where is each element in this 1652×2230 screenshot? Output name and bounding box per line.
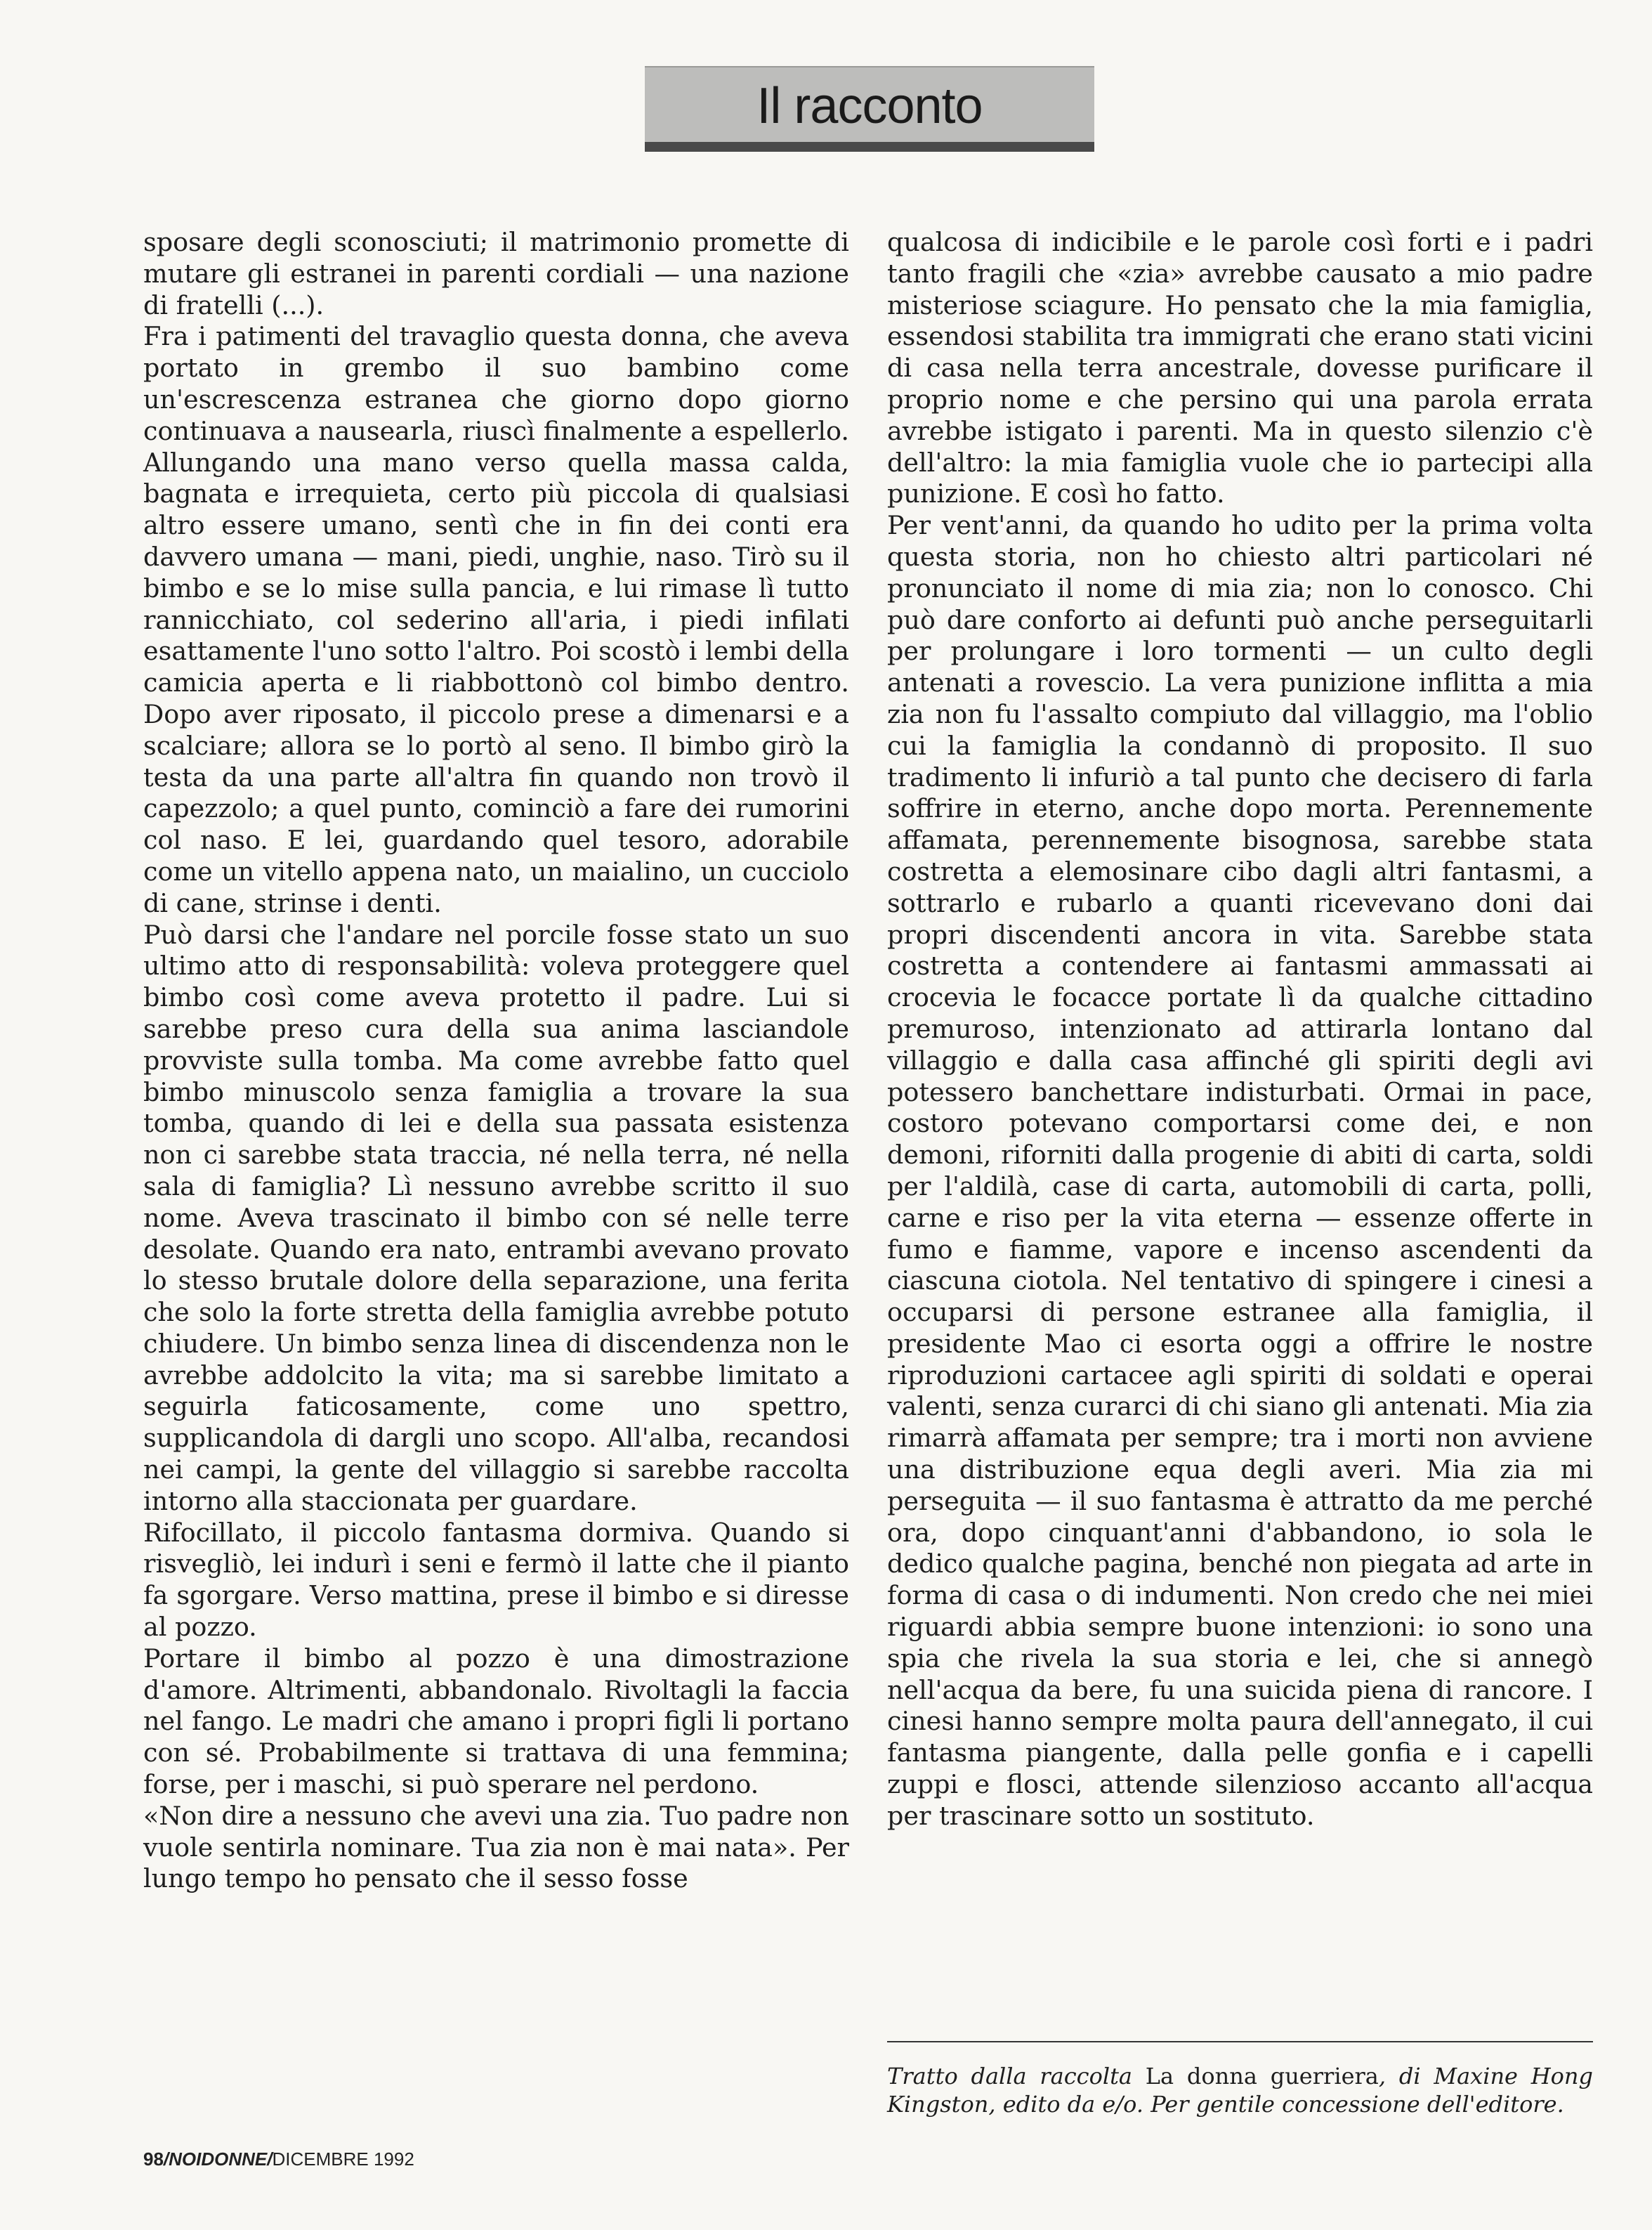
paragraph: Fra i patimenti del travaglio questa donna, che aveva portato in grembo il suo bambino come un'escrescenza estranea che giorno dopo giorno continuava a nausearla, riuscì finalmente a espellerlo. Allungando una mano verso quella massa calda, bagnata e irrequieta, certo più piccola di qualsiasi altro essere umano, sentì che in fin dei conti era davvero umana — mani, piedi, unghie, naso. Tirò su il bimbo e se lo mise sulla pancia, e lui rimase lì tutto rannicchiato, col sederino all'aria, i piedi infilati esattamente l'uno sotto l'altro. Poi scostò i lembi della camicia aperta e li riabbottonò col bimbo dentro. Dopo aver riposato, il piccolo prese a dimenarsi e a scalciare; allora se lo portò al seno. Il bimbo girò la testa da una parte all'altra fin quando non trovò il capezzolo; a quel punto, cominciò a fare dei rumorini col naso. E lei, guardando quel tesoro, adorabile come un vitello appena nato, un maialino, un cucciolo di cane, strinse i denti. (143, 321, 849, 918)
paragraph: «Non dire a nessuno che avevi una zia. Tuo padre non vuole sentirla nominare. Tua zia non è mai nata». Per lungo tempo ho pensato che il sesso fosse (143, 1800, 849, 1894)
magazine-name: /NOIDONNE/ (163, 2149, 273, 2170)
issue-date: DICEMBRE 1992 (272, 2149, 414, 2170)
credit-lead: Tratto dalla raccolta (887, 2063, 1133, 2089)
paragraph: Per vent'anni, da quando ho udito per la prima volta questa storia, non ho chiesto altri particolari né pronunciato il nome di mia zia; non lo conosco. Chi può dare conforto ai defunti può anche perseguitarli per prolungare i loro tormenti — un culto degli antenati a rovescio. La vera punizione inflitta a mia zia non fu l'assalto compiuto dal villaggio, ma l'oblio cui la famiglia la condannò di proposito. Il suo tradimento li infuriò a tal punto che decisero di farla soffrire in eterno, anche dopo morta. Perennemente affamata, perennemente bisognosa, sarebbe stata costretta a elemosinare cibo dagli altri fantasmi, a sottrarlo e rubarlo a quanti ricevevano doni dai propri discendenti ancora in vita. Sarebbe stata costretta a contendere ai fantasmi ammassati ai crocevia le focacce portate lì da qualche cittadino premuroso, intenzionato ad attirarla lontano dal villaggio e dalla casa affinché gli spiriti degli avi potessero banchettare indisturbati. Ormai in pace, costoro potevano comportarsi come dei, e non demoni, riforniti dalla progenie di abiti di carta, soldi per l'aldilà, case di carta, automobili di carta, polli, carne e riso per la vita eterna — essenze offerte in fumo e fiamme, vapore e incenso ascendenti da ciascuna ciotola. Nel tentativo di spingere i cinesi a occuparsi di persone estranee alla famiglia, il presidente Mao ci esorta oggi a offrire le nostre riproduzioni cartacee agli spiriti di soldati e operai valenti, senza curarci di chi siano gli antenati. Mia zia rimarrà affamata per sempre; tra i morti non avviene una distribuzione equa degli averi. Mia zia mi perseguita — il suo fantasma è attratto da me perché ora, dopo cinquant'anni d'abbandono, io sola le dedico qualche pagina, benché non piegata ad arte in forma di casa o di indumenti. Non credo che nei miei riguardi abbia sempre buone intenzioni: io sono una spia che rivela la sua storia e lei, che si annegò nell'acqua da bere, fu una suicida piena di rancore. I cinesi hanno sempre molta paura dell'annegato, il cui fantasma piangente, dalla pelle gonfia e i capelli zuppi e flosci, attende silenzioso accanto all'acqua per trascinare sotto un sostituto. (887, 510, 1593, 1831)
header-underline (645, 142, 1094, 152)
paragraph: Rifocillato, il piccolo fantasma dormiva. Quando si risvegliò, lei indurì i seni e fermò il latte che il pianto fa sgorgare. Verso mattina, prese il bimbo e si diresse al pozzo. (143, 1517, 849, 1643)
credit-divider (887, 2041, 1593, 2042)
paragraph: sposare degli sconosciuti; il matrimonio promette di mutare gli estranei in parenti cordiali — una nazione di fratelli (...). (143, 227, 849, 320)
section-title: Il racconto (756, 78, 983, 134)
right-column (887, 227, 1593, 1832)
credit-tail: , di Maxine Hong Kingston, edito da e/o. Per gentile concessione dell'editore. (887, 2063, 1594, 2118)
paragraph: Portare il bimbo al pozzo è una dimostrazione d'amore. Altrimenti, abbandonalo. Rivoltagli la faccia nel fango. Le madri che amano i propri figli li portano con sé. Probabilmente si trattava di una femmina; forse, per i maschi, si può sperare nel perdono. (143, 1643, 849, 1800)
paragraph: Può darsi che l'andare nel porcile fosse stato un suo ultimo atto di responsabilità: voleva proteggere quel bimbo così come aveva protetto il padre. Lui si sarebbe preso cura della sua anima lasciandole provviste sulla tomba. Ma come avrebbe fatto quel bimbo minuscolo senza famiglia a trovare la sua tomba, quando di lei e della sua passata esistenza non ci sarebbe stata traccia, né nella terra, né nella sala di famiglia? Lì nessuno avrebbe scritto il suo nome. Aveva trascinato il bimbo con sé nelle terre desolate. Quando era nato, entrambi avevano provato lo stesso brutale dolore della separazione, una ferita che solo la forte stretta della famiglia avrebbe potuto chiudere. Un bimbo senza linea di discendenza non le avrebbe addolcito la vita; ma si sarebbe limitato a seguirla faticosamente, come uno spettro, supplicandola di dargli uno scopo. All'alba, recandosi nei campi, la gente del villaggio si sarebbe raccolta intorno alla staccionata per guardare. (143, 919, 849, 1516)
paragraph: qualcosa di indicibile e le parole così forti e i padri tanto fragili che «zia» avrebbe causato a mio padre misteriose sciagure. Ho pensato che la mia famiglia, essendosi stabilita tra immigrati che erano stati vicini di casa nella terra ancestrale, dovesse purificare il proprio nome e che persino qui una parola errata avrebbe istigato i parenti. Ma in questo silenzio c'è dell'altro: la mia famiglia vuole che io partecipi alla punizione. E così ho fatto. (887, 227, 1593, 509)
page-footer (143, 2149, 414, 2170)
page-number: 98 (143, 2149, 164, 2170)
section-header (645, 66, 1094, 145)
credit-book-title: La donna guerriera (1145, 2063, 1379, 2089)
source-credit (887, 2062, 1593, 2118)
left-column (143, 227, 849, 1895)
